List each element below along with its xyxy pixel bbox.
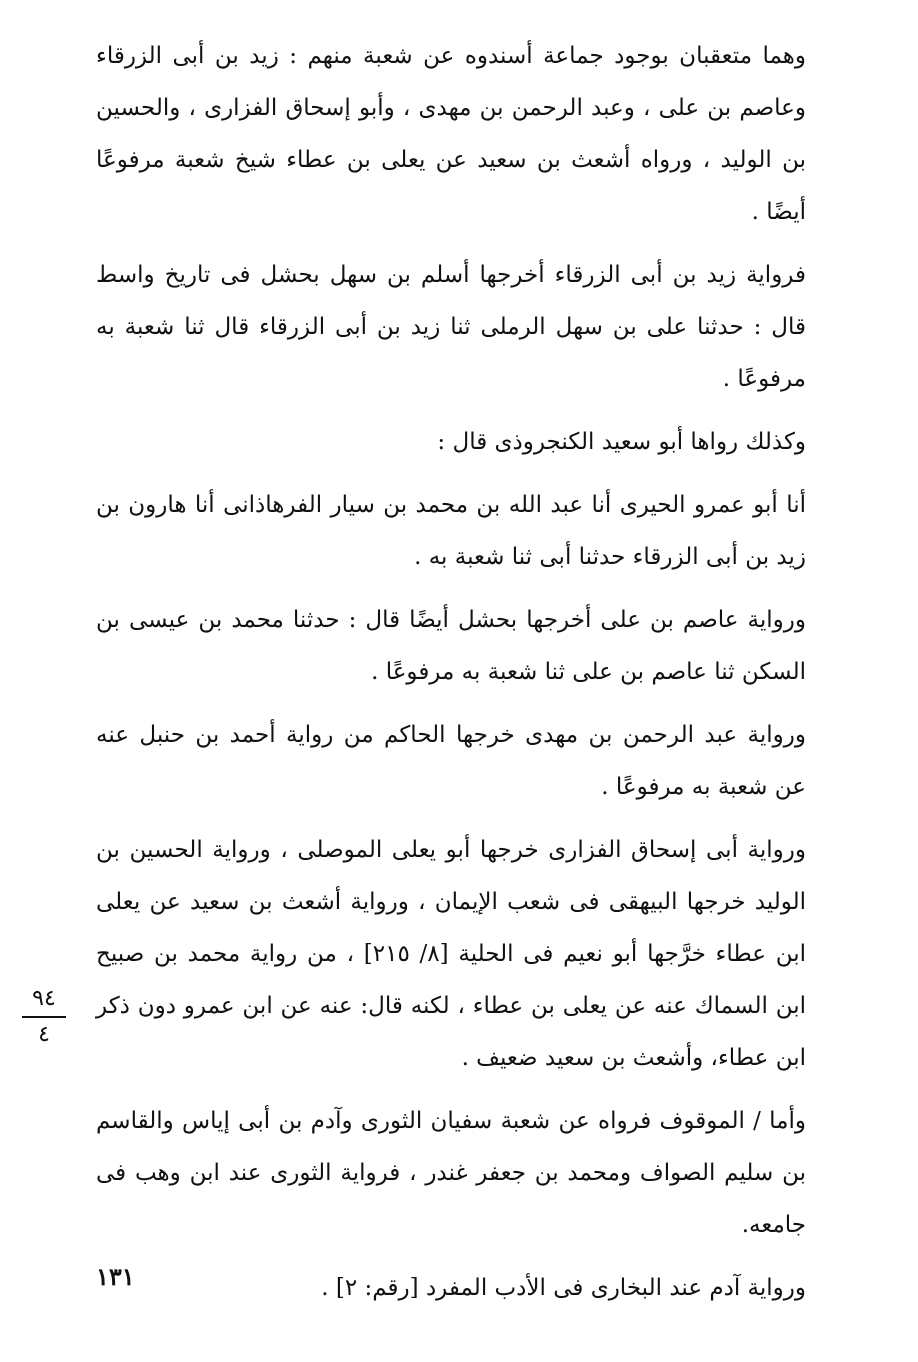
paragraph: ورواية عاصم بن على أخرجها بحشل أيضًا قال : حدثنا محمد بن عيسى بن السكن ثنا عاصم بن على ثنا شعبة به مرفوعًا . [96, 607, 806, 685]
margin-reference-top: ٩٤ [32, 986, 56, 1011]
paragraph: ورواية أبى إسحاق الفزارى خرجها أبو يعلى الموصلى ، ورواية الحسين بن الوليد خرجها البيهقى فى شعب الإيمان ، ورواية أشعث بن سعيد عن يعلى ابن عطاء خرَّجها أبو نعيم فى الحلية [٨/ ٢١٥] ، من رواية محمد بن صبيح ابن السماك عنه عن يعلى بن عطاء ، لكنه قال: عنه عن ابن عمرو دون ذكر ابن عطاء، وأشعث بن سعيد ضعيف . [96, 837, 806, 1071]
paragraph: ورواية آدم عند البخارى فى الأدب المفرد [رقم: ٢] . [321, 1275, 806, 1301]
paragraph: أنا أبو عمرو الحيرى أنا عبد الله بن محمد بن سيار الفرهاذانى أنا هارون بن زيد بن أبى الزرقاء حدثنا أبى ثنا شعبة به . [96, 492, 806, 570]
body-text [96, 30, 806, 1325]
margin-divider [22, 1016, 66, 1018]
margin-reference [20, 986, 68, 1048]
paragraph: ورواية عبد الرحمن بن مهدى خرجها الحاكم من رواية أحمد بن حنبل عنه عن شعبة به مرفوعًا . [96, 722, 806, 800]
paragraph: وكذلك رواها أبو سعيد الكنجروذى قال : [437, 429, 806, 455]
paragraph: وهما متعقبان بوجود جماعة أسندوه عن شعبة منهم : زيد بن أبى الزرقاء وعاصم بن على ، وعبد الرحمن بن مهدى ، وأبو إسحاق الفزارى ، والحسين بن الوليد ، ورواه أشعث بن سعيد عن يعلى بن عطاء شيخ شعبة مرفوعًا أيضًا . [96, 43, 806, 225]
paragraph: فرواية زيد بن أبى الزرقاء أخرجها أسلم بن سهل بحشل فى تاريخ واسط قال : حدثنا على بن سهل الرملى ثنا زيد بن أبى الزرقاء قال ثنا شعبة به مرفوعًا . [96, 262, 806, 392]
margin-reference-bottom: ٤ [38, 1022, 50, 1047]
page-number: ١٣١ [96, 1262, 135, 1291]
paragraph: وأما / الموقوف فرواه عن شعبة سفيان الثورى وآدم بن أبى إياس والقاسم بن سليم الصواف ومحمد بن جعفر غندر ، فرواية الثورى عند ابن وهب فى جامعه. [96, 1108, 806, 1238]
